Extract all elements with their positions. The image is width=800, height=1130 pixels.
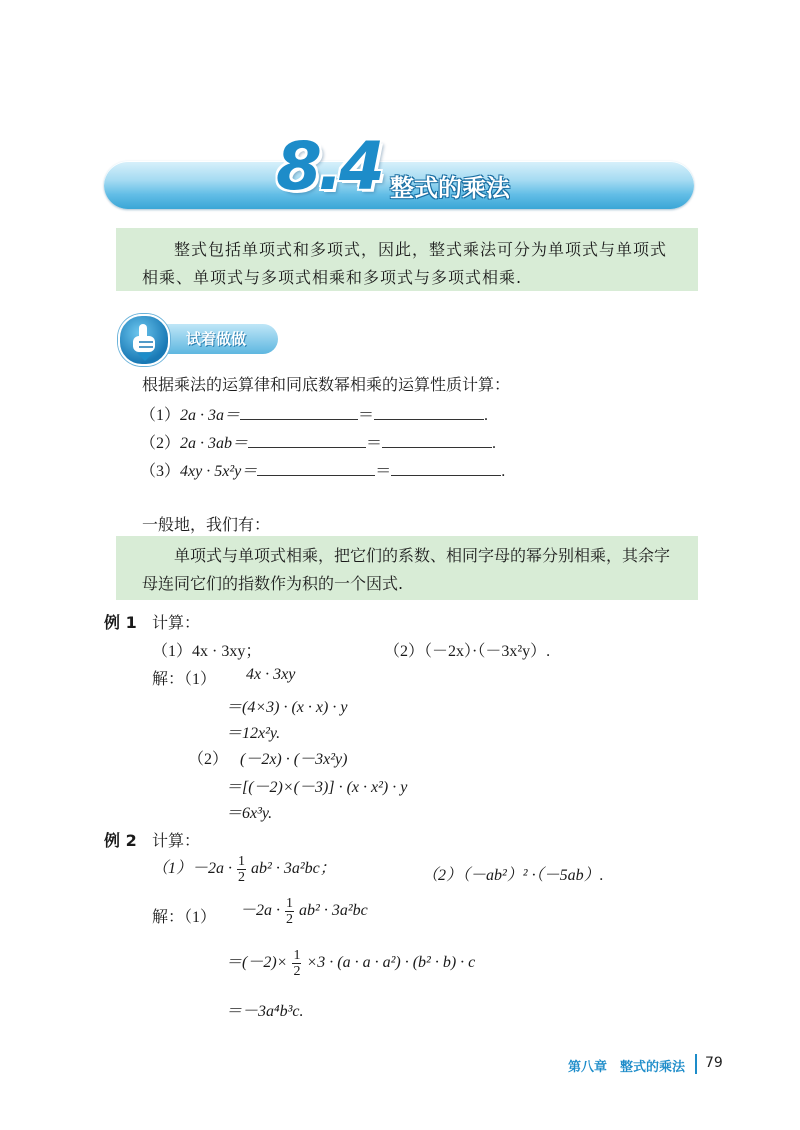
example-2-solution-label: 解：（1） [152,909,217,926]
page-number: 79 [705,1055,723,1071]
footer-chapter: 第八章 整式的乘法 [568,1060,686,1075]
example-1-step: 4x · 3xy [246,666,296,683]
example-1-q1: （1）4x · 3xy； [152,643,262,660]
example-2-task: 计算： [152,831,201,850]
try-item-3: （3）4xy · 5x²y＝ ＝ . [140,463,506,480]
example-1-step: ＝12x²y. [226,725,281,742]
fraction: $\frac{1}{2}$ [238,854,246,885]
example-1-step: ＝6x³y. [226,805,273,822]
example-2-q2: （2）（－ab²）² ·（－5ab）. [422,867,604,884]
rule-text: 单项式与单项式相乘，把它们的系数、相同字母的幂分别相乘，其余字母连同它们的指数作为积的一个因式. [142,546,671,593]
example-1-step: ＝[(－2)×(－3)] · (x · x²) · y [226,779,408,796]
example-2-label: 例 2 [104,831,137,850]
item-expression: 2a · 3ab＝ [180,435,249,452]
example-1-solution-label: 解：（1） [152,671,217,688]
example-2-step: －2a · $\frac{1}{2}$ ab² · 3a²bc [240,896,368,927]
example-2-step: ＝(－2)× $\frac{1}{2}$ ×3 · (a · a · a²) · (b² · b) · c [226,948,476,979]
example-1-task: 计算： [152,613,201,632]
fraction: $\frac{1}{2}$ [293,948,301,979]
rule-box [116,536,698,600]
intro-text: 整式包括单项式和多项式，因此，整式乘法可分为单项式与单项式相乘、单项式与多项式相乘和多项式与多项式相乘. [142,240,668,287]
example-1-label: 例 1 [104,613,137,632]
try-item-1: （1）2a · 3a＝ ＝ . [140,407,489,424]
item-expression: 2a · 3a＝ [180,407,241,424]
answer-blank[interactable] [248,433,366,448]
answer-blank[interactable] [391,461,501,476]
answer-blank[interactable] [374,405,484,420]
fraction: $\frac{1}{2}$ [286,896,294,927]
example-1-step: ＝(4×3) · (x · x) · y [226,699,348,716]
answer-blank[interactable] [257,461,375,476]
try-it-prompt: 根据乘法的运算律和同底数幂相乘的运算性质计算： [142,375,511,394]
example-1-solution-label-2: （2） [188,751,229,768]
answer-blank[interactable] [240,405,358,420]
item-number: （1） [140,407,181,424]
try-item-2: （2）2a · 3ab＝ ＝ . [140,435,497,452]
item-number: （3） [140,463,181,480]
intro-box [116,228,698,291]
answer-blank[interactable] [382,433,492,448]
item-number: （2） [140,435,181,452]
example-1-step: (－2x) · (－3x²y) [240,751,348,768]
example-2-step: ＝－3a⁴b³c. [226,1003,304,1020]
badge-pointer-icon [137,353,153,361]
try-it-label: 试着做做 [186,330,247,348]
footer-divider [695,1054,697,1074]
section-title: 整式的乘法 [390,174,510,202]
item-expression: 4xy · 5x²y＝ [180,463,258,480]
general-text: 一般地，我们有： [142,515,271,534]
section-number: 8.4 [276,128,381,205]
example-1-q2: （2）（－2x）·（－3x²y）. [384,643,551,660]
example-2-q1: （1）－2a · $\frac{1}{2}$ ab² · 3a²bc； [152,854,336,885]
